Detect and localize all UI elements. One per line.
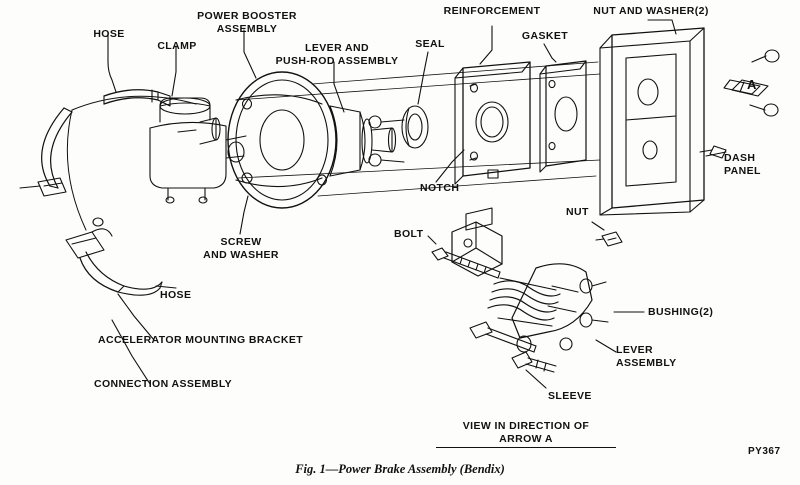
leader-lines [108, 20, 726, 388]
figure-code: PY367 [748, 446, 781, 457]
label-connection-assembly: CONNECTION ASSEMBLY [94, 378, 233, 390]
label-accelerator-bracket: ACCELERATOR MOUNTING BRACKET [98, 334, 304, 346]
label-screw-line2: AND WASHER [203, 249, 279, 261]
dash-panel-art [600, 28, 704, 215]
label-seal: SEAL [415, 38, 445, 50]
label-lever-pushrod-line2: PUSH-ROD ASSEMBLY [275, 55, 399, 67]
label-nut-and-washer: NUT AND WASHER(2) [593, 5, 709, 17]
arrow-a-detail-art [432, 208, 622, 372]
power-booster-art [228, 72, 404, 208]
label-notch: NOTCH [420, 182, 460, 194]
view-note-underline [436, 447, 616, 448]
label-reinforcement: REINFORCEMENT [443, 5, 541, 17]
label-clamp: CLAMP [157, 40, 197, 52]
label-bushing: BUSHING(2) [648, 306, 714, 318]
figure-caption: Fig. 1—Power Brake Assembly (Bendix) [295, 462, 505, 476]
view-note-line2: ARROW A [499, 433, 553, 445]
label-sleeve: SLEEVE [548, 390, 592, 402]
accelerator-bracket-art [20, 96, 196, 295]
view-note-line1: VIEW IN DIRECTION OF [462, 420, 590, 432]
view-direction-note [436, 420, 616, 448]
label-hose-lower: HOSE [160, 289, 192, 301]
label-dash-panel-line2: PANEL [724, 165, 761, 177]
label-hose-top: HOSE [93, 28, 125, 40]
nut-washer-art [700, 50, 779, 158]
label-lever-assembly-line1: LEVER [616, 344, 654, 356]
label-bolt: BOLT [394, 228, 424, 240]
label-screw-line1: SCREW [220, 236, 262, 248]
label-dash-panel-line1: DASH [724, 152, 756, 164]
label-lever-pushrod-line1: LEVER AND [305, 42, 369, 54]
seal-art [402, 106, 428, 148]
arrow-a-marker-label: A [747, 77, 757, 92]
label-nut: NUT [566, 206, 589, 218]
label-gasket: GASKET [521, 30, 569, 42]
label-power-booster-line2: ASSEMBLY [216, 23, 278, 35]
label-power-booster-line1: POWER BOOSTER [197, 10, 297, 22]
label-lever-assembly-line2: ASSEMBLY [616, 357, 677, 369]
